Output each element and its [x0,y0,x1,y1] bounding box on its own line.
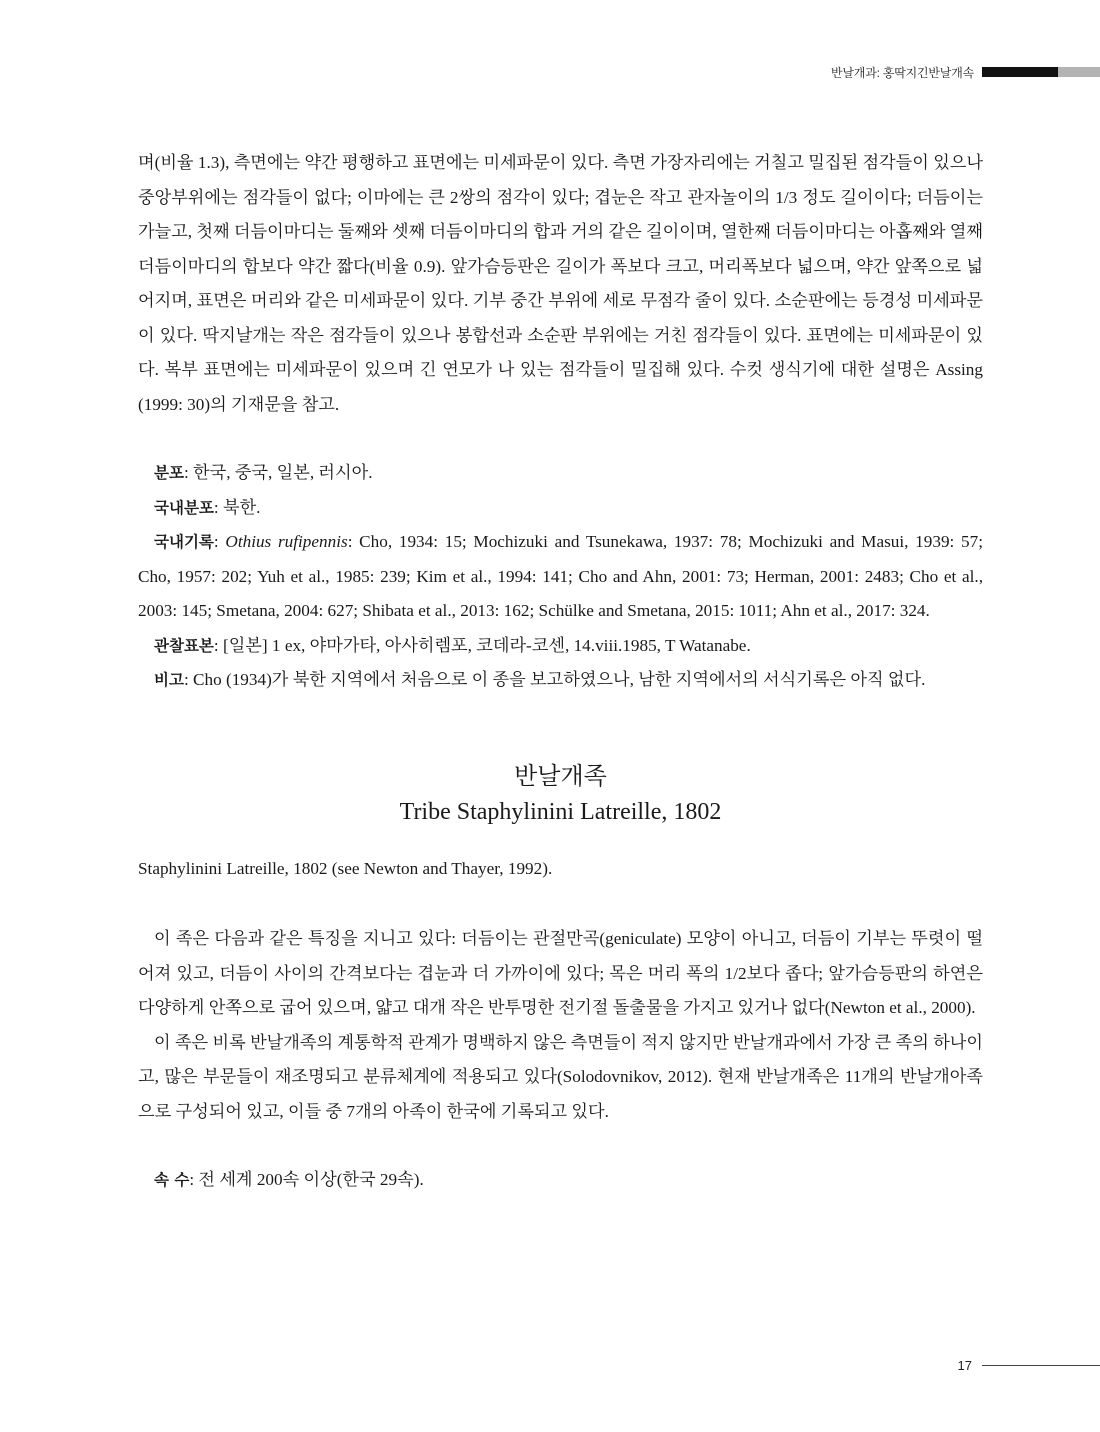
genera-count-line [138,1163,983,1198]
genera-count-value: : 전 세계 200속 이상(한국 29속). [189,1170,424,1189]
domestic-records-line [138,525,983,629]
distribution-label: 분포 [154,464,184,482]
tribe-title-en: Tribe Staphylinini Latreille, 1802 [399,798,722,825]
distribution-value: : 한국, 중국, 일본, 러시아. [183,463,373,482]
page-content [138,146,983,1198]
spacer [138,830,983,852]
page-footer [958,1358,1100,1373]
domestic-distribution-value: : 북한. [213,497,261,517]
remarks-value: : Cho (1934)가 북한 지역에서 처음으로 이 종을 보고하였으나, 남한 지역에서의 서식기록은 아직 없다. [183,670,926,689]
tribe-heading [138,760,983,830]
footer-rule [982,1365,1100,1366]
domestic-distribution-line [138,491,983,526]
taxon-name: Othius rufipennis [225,532,348,551]
domestic-records-prefix: : [213,532,226,551]
spacer [138,698,983,760]
running-header [831,62,1100,82]
header-bar-gray [1058,67,1100,77]
tribe-paragraph-1: 이 족은 다음과 같은 특징을 지니고 있다: 더듬이는 관절만곡(geniculate) 모양이 아니고, 더듬이 기부는 뚜렷이 떨어져 있고, 더듬이 사이의 간격보다는 겹눈과 더 가까이에 있다; 목은 머리 폭의 1/2보다 좁다; 앞가슴등판의 하연은 다양하게 안쪽으로 굽어 있으며, 얇고 대개 작은 반투명한 전기절 돌출물을 가지고 있거나 없다(Newton et al., 2000). [138,929,983,1017]
header-bar-dark [982,67,1058,77]
distribution-line [138,456,983,491]
spacer [138,1129,983,1163]
spacer [138,886,983,922]
page-number: 17 [957,1358,972,1373]
examined-specimens-value: : [일본] 1 ex, 야마가타, 아사히렘포, 코데라-코센, 14.viii.1985, T Watanabe. [213,635,751,655]
tribe-title-ko: 반날개족 [514,763,607,790]
spacer [138,422,983,456]
domestic-records-value: : Cho, 1934: 15; Mochizuki and Tsunekawa, 1937: 78; Mochizuki and Masui, 1939: 57; Cho, 1957: 202; Yuh et al., 1985: 239; Kim et al., 1994: 141; Cho and Ahn, 2001: 73; Herman, 2001: 2483; Cho et al., 2003: 145; Smetana, 2004: 627; Shibata et al., 2013: 162; Schülke and Smetana, 2015: 1011; Ahn et al., 2017: 324. [138,532,984,620]
domestic-distribution-label: 국내분포 [154,498,214,517]
tribe-citation: Staphylinini Latreille, 1802 (see Newton and Thayer, 1992). [138,858,553,878]
running-title: 반날개과: 홍딱지긴반날개속 [831,65,974,80]
remarks-line [138,663,983,698]
examined-specimens-label: 관찰표본 [154,636,214,655]
tribe-paragraph-2: 이 족은 비록 반날개족의 계통학적 관계가 명백하지 않은 측면들이 적지 않지만 반날개과에서 가장 큰 족의 하나이고, 많은 부문들이 재조명되고 분류체계에 적용되고 있다(Solodovnikov, 2012). 현재 반날개족은 11개의 반날개아족으로 구성되어 있고, 이들 중 7개의 아족이 한국에 기록되고 있다. [138,1032,983,1121]
examined-specimens-line [138,629,983,664]
domestic-records-label: 국내기록 [154,533,214,551]
genera-count-label: 속 수 [154,1171,190,1189]
remarks-label: 비고 [154,671,184,689]
description-paragraph: 며(비율 1.3), 측면에는 약간 평행하고 표면에는 미세파문이 있다. 측면 가장자리에는 거칠고 밀집된 점각들이 있으나 중앙부위에는 점각들이 없다; 이마에는 큰 2쌍의 점각이 있다; 겹눈은 작고 관자놀이의 1/3 정도 길이이다; 더듬이는 가늘고, 첫째 더듬이마디는 둘째와 셋째 더듬이마디의 합과 거의 같은 길이이며, 열한째 더듬이마디는 아홉째와 열째 더듬이마디의 합보다 약간 짧다(비율 0.9). 앞가슴등판은 길이가 폭보다 크고, 머리폭보다 넓으며, 약간 앞쪽으로 넓어지며, 표면은 머리와 같은 미세파문이 있다. 기부 중간 부위에 세로 무점각 줄이 있다. 소순판에는 등경성 미세파문이 있다. 딱지날개는 작은 점각들이 있으나 봉합선과 소순판 부위에는 거친 점각들이 있다. 표면에는 미세파문이 있다. 복부 표면에는 미세파문이 있으며 긴 연모가 나 있는 점각들이 밀집해 있다. 수컷 생식기에 대한 설명은 Assing (1999: 30)의 기재문을 참고. [138,153,983,414]
